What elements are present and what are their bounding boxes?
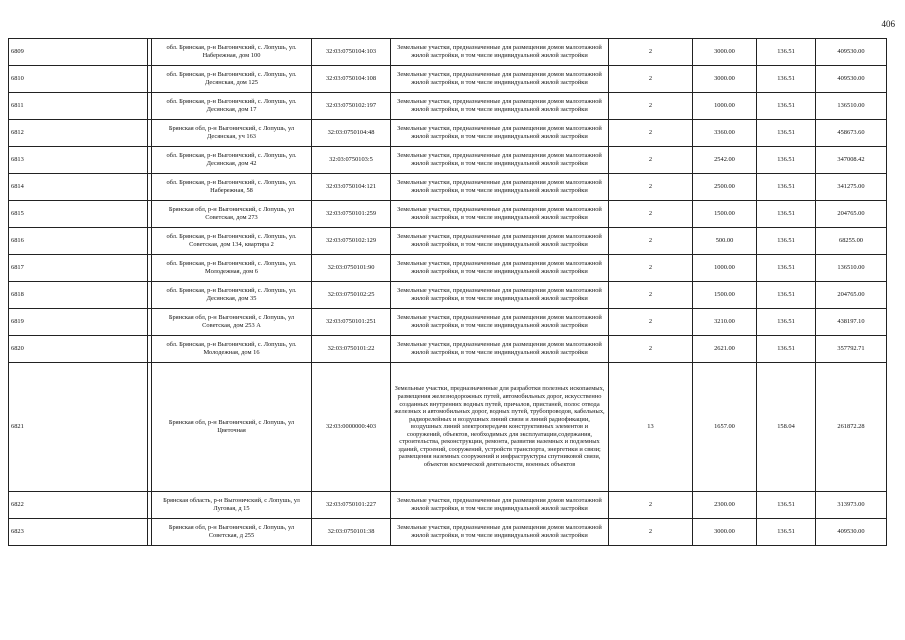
land-use-cell: Земельные участки, предназначенные для размещения домов малоэтажной жилой застройки, в том числе индивидуальной жилой застройки — [391, 336, 609, 363]
area-cell: 1000.00 — [693, 255, 757, 282]
land-use-cell: Земельные участки, предназначенные для размещения домов малоэтажной жилой застройки, в том числе индивидуальной жилой застройки — [391, 309, 609, 336]
cadastral-number-cell: 32:03:0750102:129 — [312, 228, 391, 255]
category-cell: 2 — [609, 228, 693, 255]
rate-cell: 136.51 — [757, 492, 816, 519]
category-cell: 2 — [609, 120, 693, 147]
row-number: 6811 — [9, 93, 148, 120]
table-row — [9, 201, 887, 228]
land-use-cell: Земельные участки, предназначенные для размещения домов малоэтажной жилой застройки, в том числе индивидуальной жилой застройки — [391, 255, 609, 282]
rate-cell: 136.51 — [757, 255, 816, 282]
table-row — [9, 519, 887, 546]
cadastral-number-cell: 32:03:0750101:22 — [312, 336, 391, 363]
row-number: 6822 — [9, 492, 148, 519]
row-number: 6809 — [9, 39, 148, 66]
table-row — [9, 255, 887, 282]
address-cell: Брянская обл, р-н Выгоничский, с Лопушь, ул Советская, д 255 — [152, 519, 312, 546]
address-cell: Брянская обл, р-н Выгоничский, с Лопушь, ул Десянская, уч 163 — [152, 120, 312, 147]
address-cell: обл. Брянская, р-н Выгоничский, с. Лопушь, ул. Набережная, дом 100 — [152, 39, 312, 66]
area-cell: 1657.00 — [693, 363, 757, 492]
cadastral-value-cell: 313973.00 — [816, 492, 887, 519]
land-use-cell: Земельные участки, предназначенные для размещения домов малоэтажной жилой застройки, в том числе индивидуальной жилой застройки — [391, 492, 609, 519]
area-cell: 1500.00 — [693, 282, 757, 309]
address-cell: Брянская обл, р-н Выгоничский, с Лопушь, ул Советская, дом 253 А — [152, 309, 312, 336]
category-cell: 2 — [609, 492, 693, 519]
rate-cell: 136.51 — [757, 174, 816, 201]
cadastral-value-cell: 438197.10 — [816, 309, 887, 336]
land-use-cell: Земельные участки, предназначенные для размещения домов малоэтажной жилой застройки, в том числе индивидуальной жилой застройки — [391, 519, 609, 546]
cadastral-value-cell: 341275.00 — [816, 174, 887, 201]
row-number: 6820 — [9, 336, 148, 363]
land-use-cell: Земельные участки, предназначенные для размещения домов малоэтажной жилой застройки, в том числе индивидуальной жилой застройки — [391, 228, 609, 255]
rate-cell: 136.51 — [757, 93, 816, 120]
row-number: 6818 — [9, 282, 148, 309]
category-cell: 2 — [609, 336, 693, 363]
address-cell: обл. Брянская, р-н Выгоничский, с. Лопушь, ул. Набережная, 58 — [152, 174, 312, 201]
land-use-cell: Земельные участки, предназначенные для размещения домов малоэтажной жилой застройки, в том числе индивидуальной жилой застройки — [391, 120, 609, 147]
category-cell: 2 — [609, 174, 693, 201]
row-number: 6814 — [9, 174, 148, 201]
row-number: 6810 — [9, 66, 148, 93]
area-cell: 3360.00 — [693, 120, 757, 147]
area-cell: 3000.00 — [693, 66, 757, 93]
address-cell: Брянская обл, р-н Выгоничский, с Лопушь, ул Советская, дом 273 — [152, 201, 312, 228]
cadastral-value-cell: 136510.00 — [816, 93, 887, 120]
cadastral-value-cell: 357792.71 — [816, 336, 887, 363]
cadastral-value-cell: 458673.60 — [816, 120, 887, 147]
cadastral-value-cell: 409530.00 — [816, 39, 887, 66]
area-cell: 1500.00 — [693, 201, 757, 228]
row-number: 6813 — [9, 147, 148, 174]
address-cell: обл. Брянская, р-н Выгоничский, с. Лопушь, ул. Молодежная, дом 6 — [152, 255, 312, 282]
rate-cell: 136.51 — [757, 147, 816, 174]
row-number: 6821 — [9, 363, 148, 492]
land-use-cell: Земельные участки, предназначенные для размещения домов малоэтажной жилой застройки, в том числе индивидуальной жилой застройки — [391, 174, 609, 201]
cadastral-number-cell: 32:03:0750103:5 — [312, 147, 391, 174]
rate-cell: 136.51 — [757, 120, 816, 147]
rate-cell: 136.51 — [757, 228, 816, 255]
table-row — [9, 174, 887, 201]
cadastral-value-cell: 409530.00 — [816, 66, 887, 93]
table-row — [9, 492, 887, 519]
area-cell: 500.00 — [693, 228, 757, 255]
category-cell: 2 — [609, 66, 693, 93]
land-use-cell: Земельные участки, предназначенные для размещения домов малоэтажной жилой застройки, в том числе индивидуальной жилой застройки — [391, 39, 609, 66]
address-cell: обл. Брянская, р-н Выгоничский, с. Лопушь, ул. Десянская, дом 35 — [152, 282, 312, 309]
row-number: 6816 — [9, 228, 148, 255]
category-cell: 2 — [609, 147, 693, 174]
address-cell: обл. Брянская, р-н Выгоничский, с. Лопушь, ул. Советская, дом 134, квартира 2 — [152, 228, 312, 255]
address-cell: Брянская обл, р-н Выгоничский, с Лопушь, ул Цветочная — [152, 363, 312, 492]
area-cell: 3000.00 — [693, 39, 757, 66]
cadastral-number-cell: 32:03:0750104:121 — [312, 174, 391, 201]
cadastral-number-cell: 32:03:0750101:251 — [312, 309, 391, 336]
category-cell: 2 — [609, 519, 693, 546]
address-cell: обл. Брянская, р-н Выгоничский, с. Лопушь, ул. Десянская, дом 42 — [152, 147, 312, 174]
address-cell: обл. Брянская, р-н Выгоничский, с. Лопушь, ул. Десянская, дом 125 — [152, 66, 312, 93]
rate-cell: 158.04 — [757, 363, 816, 492]
row-number: 6815 — [9, 201, 148, 228]
cadastral-value-cell: 204765.00 — [816, 201, 887, 228]
land-use-cell: Земельные участки, предназначенные для размещения домов малоэтажной жилой застройки, в том числе индивидуальной жилой застройки — [391, 93, 609, 120]
rate-cell: 136.51 — [757, 66, 816, 93]
cadastral-number-cell: 32:03:0750102:25 — [312, 282, 391, 309]
land-use-cell: Земельные участки, предназначенные для размещения домов малоэтажной жилой застройки, в том числе индивидуальной жилой застройки — [391, 147, 609, 174]
cadastral-value-cell: 347008.42 — [816, 147, 887, 174]
land-registry-table — [8, 38, 887, 546]
category-cell: 2 — [609, 201, 693, 228]
area-cell: 2542.00 — [693, 147, 757, 174]
cadastral-number-cell: 32:03:0750104:108 — [312, 66, 391, 93]
table-row — [9, 39, 887, 66]
cadastral-number-cell: 32:03:0750104:48 — [312, 120, 391, 147]
land-use-cell: Земельные участки, предназначенные для размещения домов малоэтажной жилой застройки, в том числе индивидуальной жилой застройки — [391, 201, 609, 228]
row-number: 6819 — [9, 309, 148, 336]
land-use-cell: Земельные участки, предназначенные для размещения домов малоэтажной жилой застройки, в том числе индивидуальной жилой застройки — [391, 282, 609, 309]
area-cell: 1000.00 — [693, 93, 757, 120]
rate-cell: 136.51 — [757, 519, 816, 546]
row-number: 6817 — [9, 255, 148, 282]
cadastral-value-cell: 136510.00 — [816, 255, 887, 282]
cadastral-value-cell: 261872.28 — [816, 363, 887, 492]
table-row — [9, 66, 887, 93]
address-cell: Брянская область, р-н Выгоничский, с Лопушь, ул Луговая, д 15 — [152, 492, 312, 519]
cadastral-value-cell: 68255.00 — [816, 228, 887, 255]
table-row — [9, 228, 887, 255]
area-cell: 2500.00 — [693, 174, 757, 201]
rate-cell: 136.51 — [757, 201, 816, 228]
table-row — [9, 363, 887, 492]
category-cell: 13 — [609, 363, 693, 492]
cadastral-number-cell: 32:03:0750101:227 — [312, 492, 391, 519]
address-cell: обл. Брянская, р-н Выгоничский, с. Лопушь, ул. Десянская, дом 17 — [152, 93, 312, 120]
category-cell: 2 — [609, 309, 693, 336]
rate-cell: 136.51 — [757, 39, 816, 66]
rate-cell: 136.51 — [757, 282, 816, 309]
table-row — [9, 120, 887, 147]
cadastral-number-cell: 32:03:0750101:90 — [312, 255, 391, 282]
cadastral-number-cell: 32:03:0750102:197 — [312, 93, 391, 120]
rate-cell: 136.51 — [757, 336, 816, 363]
category-cell: 2 — [609, 282, 693, 309]
land-use-cell: Земельные участки, предназначенные для размещения домов малоэтажной жилой застройки, в том числе индивидуальной жилой застройки — [391, 66, 609, 93]
area-cell: 2621.00 — [693, 336, 757, 363]
area-cell: 3210.00 — [693, 309, 757, 336]
table-body — [9, 39, 887, 546]
category-cell: 2 — [609, 255, 693, 282]
category-cell: 2 — [609, 93, 693, 120]
table-row — [9, 336, 887, 363]
cadastral-value-cell: 409530.00 — [816, 519, 887, 546]
cadastral-number-cell: 32:03:0750104:103 — [312, 39, 391, 66]
table-row — [9, 282, 887, 309]
category-cell: 2 — [609, 39, 693, 66]
cadastral-number-cell: 32:03:0750101:38 — [312, 519, 391, 546]
cadastral-number-cell: 32:03:0000000:403 — [312, 363, 391, 492]
table-row — [9, 93, 887, 120]
area-cell: 2300.00 — [693, 492, 757, 519]
row-number: 6812 — [9, 120, 148, 147]
area-cell: 3000.00 — [693, 519, 757, 546]
page-number: 406 — [881, 19, 895, 29]
cadastral-value-cell: 204765.00 — [816, 282, 887, 309]
table-row — [9, 309, 887, 336]
row-number: 6823 — [9, 519, 148, 546]
rate-cell: 136.51 — [757, 309, 816, 336]
cadastral-number-cell: 32:03:0750101:259 — [312, 201, 391, 228]
address-cell: обл. Брянская, р-н Выгоничский, с. Лопушь, ул. Молодежная, дом 16 — [152, 336, 312, 363]
land-use-cell: Земельные участки, предназначенные для разработки полезных ископаемых, размещения железнодорожных путей, автомобильных дорог, искусственно созданных внутренних водных путей, причалов, пристаней, полос отвода железных и автомобильных дорог, водных путей, трубопроводов, кабельных, радиорелейных и воздушных линий связи и линий радиофикации, воздушных линий электропередачи конструктивных элементов и сооружений, объектов, необходимых для эксплуатации,содержания, строительства, реконструкции, ремонта, развития наземных и подземных зданий, строений, сооружений, устройств транспорта, энергетики и связи; размещения наземных сооружений и инфраструктуры спутниковой связи, объектов космической деятельности, военных объектов — [391, 363, 609, 492]
table-row — [9, 147, 887, 174]
